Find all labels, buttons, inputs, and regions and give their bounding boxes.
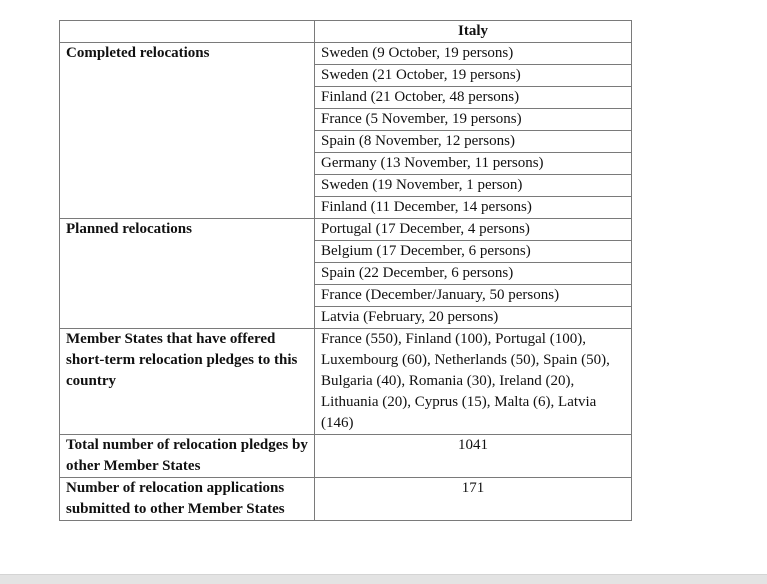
table-row	[60, 43, 632, 65]
pledges-value: France (550), Finland (100), Portugal (100), Luxembourg (60), Netherlands (50), Spain (50), Bulgaria (40), Romania (30), Ireland (20), Lithuania (20), Cyprus (15), Malta (6), Latvia (146)	[315, 329, 632, 435]
total-pledges-label: Total number of relocation pledges by other Member States	[60, 435, 315, 478]
completed-relocation-entry: Finland (11 December, 14 persons)	[315, 197, 632, 219]
completed-relocation-entry: Sweden (19 November, 1 person)	[315, 175, 632, 197]
table-row	[60, 435, 632, 478]
table-row	[60, 329, 632, 435]
planned-relocation-entry: Spain (22 December, 6 persons)	[315, 263, 632, 285]
table-row	[60, 478, 632, 521]
completed-relocation-entry: Sweden (21 October, 19 persons)	[315, 65, 632, 87]
table-header-row	[60, 21, 632, 43]
planned-relocation-entry: Latvia (February, 20 persons)	[315, 307, 632, 329]
planned-relocation-entry: France (December/January, 50 persons)	[315, 285, 632, 307]
country-header: Italy	[315, 21, 632, 43]
completed-relocations-label: Completed relocations	[60, 43, 315, 219]
completed-relocation-entry: Germany (13 November, 11 persons)	[315, 153, 632, 175]
completed-relocation-entry: Spain (8 November, 12 persons)	[315, 131, 632, 153]
applications-value: 171	[315, 478, 632, 521]
pledges-label: Member States that have offered short-term relocation pledges to this country	[60, 329, 315, 435]
table-row	[60, 219, 632, 241]
completed-relocation-entry: Finland (21 October, 48 persons)	[315, 87, 632, 109]
completed-relocation-entry: Sweden (9 October, 19 persons)	[315, 43, 632, 65]
relocation-table	[59, 20, 632, 521]
bottom-scroll-strip	[0, 574, 767, 584]
applications-label: Number of relocation applications submitted to other Member States	[60, 478, 315, 521]
header-blank-cell	[60, 21, 315, 43]
planned-relocations-label: Planned relocations	[60, 219, 315, 329]
total-pledges-value: 1041	[315, 435, 632, 478]
planned-relocation-entry: Portugal (17 December, 4 persons)	[315, 219, 632, 241]
completed-relocation-entry: France (5 November, 19 persons)	[315, 109, 632, 131]
planned-relocation-entry: Belgium (17 December, 6 persons)	[315, 241, 632, 263]
